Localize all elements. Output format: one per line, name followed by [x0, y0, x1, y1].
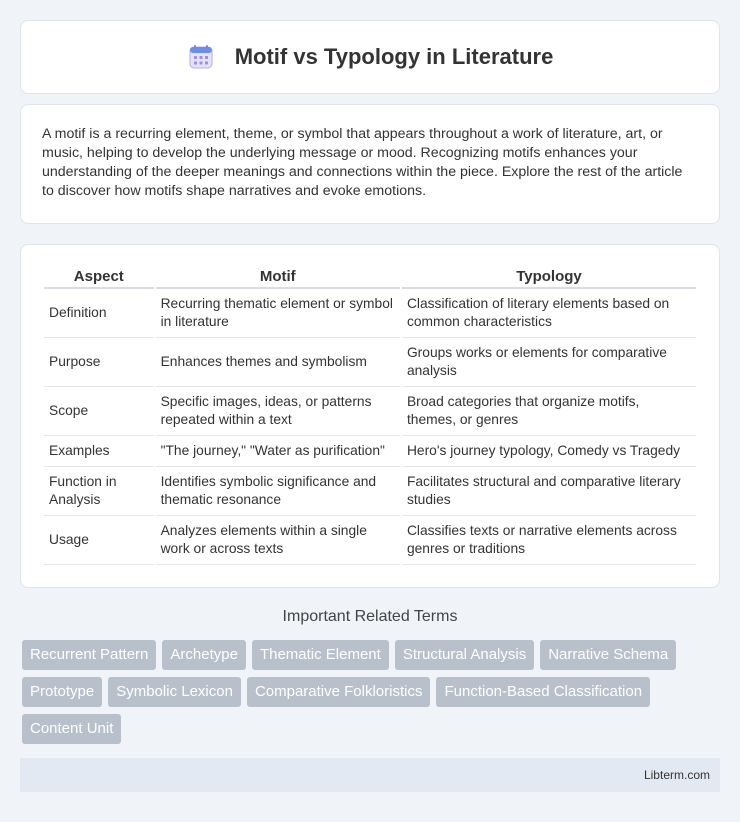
table-row: [44, 387, 696, 436]
footer-site-link[interactable]: Libterm.com: [643, 768, 710, 782]
cell-aspect: Function in Analysis: [44, 467, 154, 516]
tag-archetype[interactable]: Archetype: [162, 640, 246, 670]
footer: [20, 758, 720, 792]
tag-function-based-classification[interactable]: Function-Based Classification: [436, 677, 650, 707]
cell-motif: Enhances themes and symbolism: [156, 338, 400, 387]
tag-symbolic-lexicon[interactable]: Symbolic Lexicon: [108, 677, 241, 707]
related-terms-title: Important Related Terms: [282, 608, 458, 625]
cell-aspect: Purpose: [44, 338, 154, 387]
cell-motif: Identifies symbolic significance and thematic resonance: [156, 467, 400, 516]
table-row: [44, 467, 696, 516]
table-header-row: [44, 265, 696, 289]
tag-thematic-element[interactable]: Thematic Element: [252, 640, 389, 670]
comparison-table: [42, 265, 698, 565]
cell-typology: Facilitates structural and comparative literary studies: [402, 467, 696, 516]
title-card: [20, 20, 720, 94]
cell-typology: Broad categories that organize motifs, themes, or genres: [402, 387, 696, 436]
cell-motif: Specific images, ideas, or patterns repeated within a text: [156, 387, 400, 436]
header-aspect: Aspect: [44, 265, 154, 289]
tag-prototype[interactable]: Prototype: [22, 677, 102, 707]
cell-aspect: Scope: [44, 387, 154, 436]
header-motif: Motif: [156, 265, 400, 289]
tag-recurrent-pattern[interactable]: Recurrent Pattern: [22, 640, 156, 670]
table-row: [44, 516, 696, 565]
cell-typology: Classification of literary elements based on common characteristics: [402, 289, 696, 338]
cell-motif: Analyzes elements within a single work or across texts: [156, 516, 400, 565]
calendar-grid-icon: [187, 43, 215, 71]
tag-comparative-folkloristics[interactable]: Comparative Folkloristics: [247, 677, 431, 707]
table-row: [44, 289, 696, 338]
table-row: [44, 338, 696, 387]
intro-paragraph: A motif is a recurring element, theme, or symbol that appears throughout a work of literature, art, or music, helping to develop the underlying message or mood. Recognizing motifs enhances your understanding of the deeper meanings and connections within the piece. Explore the rest of the article to discover how motifs shape narratives and evoke emotions.: [42, 126, 683, 199]
cell-typology: Hero's journey typology, Comedy vs Tragedy: [402, 436, 696, 467]
related-terms-list: [22, 640, 722, 744]
intro-card: [20, 104, 720, 224]
comparison-card: [20, 244, 720, 588]
cell-motif: "The journey," "Water as purification": [156, 436, 400, 467]
page-title: Motif vs Typology in Literature: [234, 44, 554, 69]
cell-typology: Classifies texts or narrative elements across genres or traditions: [402, 516, 696, 565]
cell-motif: Recurring thematic element or symbol in literature: [156, 289, 400, 338]
cell-aspect: Definition: [44, 289, 154, 338]
tag-narrative-schema[interactable]: Narrative Schema: [540, 640, 676, 670]
tag-structural-analysis[interactable]: Structural Analysis: [395, 640, 534, 670]
cell-typology: Groups works or elements for comparative analysis: [402, 338, 696, 387]
cell-aspect: Usage: [44, 516, 154, 565]
tag-content-unit[interactable]: Content Unit: [22, 714, 121, 744]
table-row: [44, 436, 696, 467]
header-typology: Typology: [402, 265, 696, 289]
cell-aspect: Examples: [44, 436, 154, 467]
